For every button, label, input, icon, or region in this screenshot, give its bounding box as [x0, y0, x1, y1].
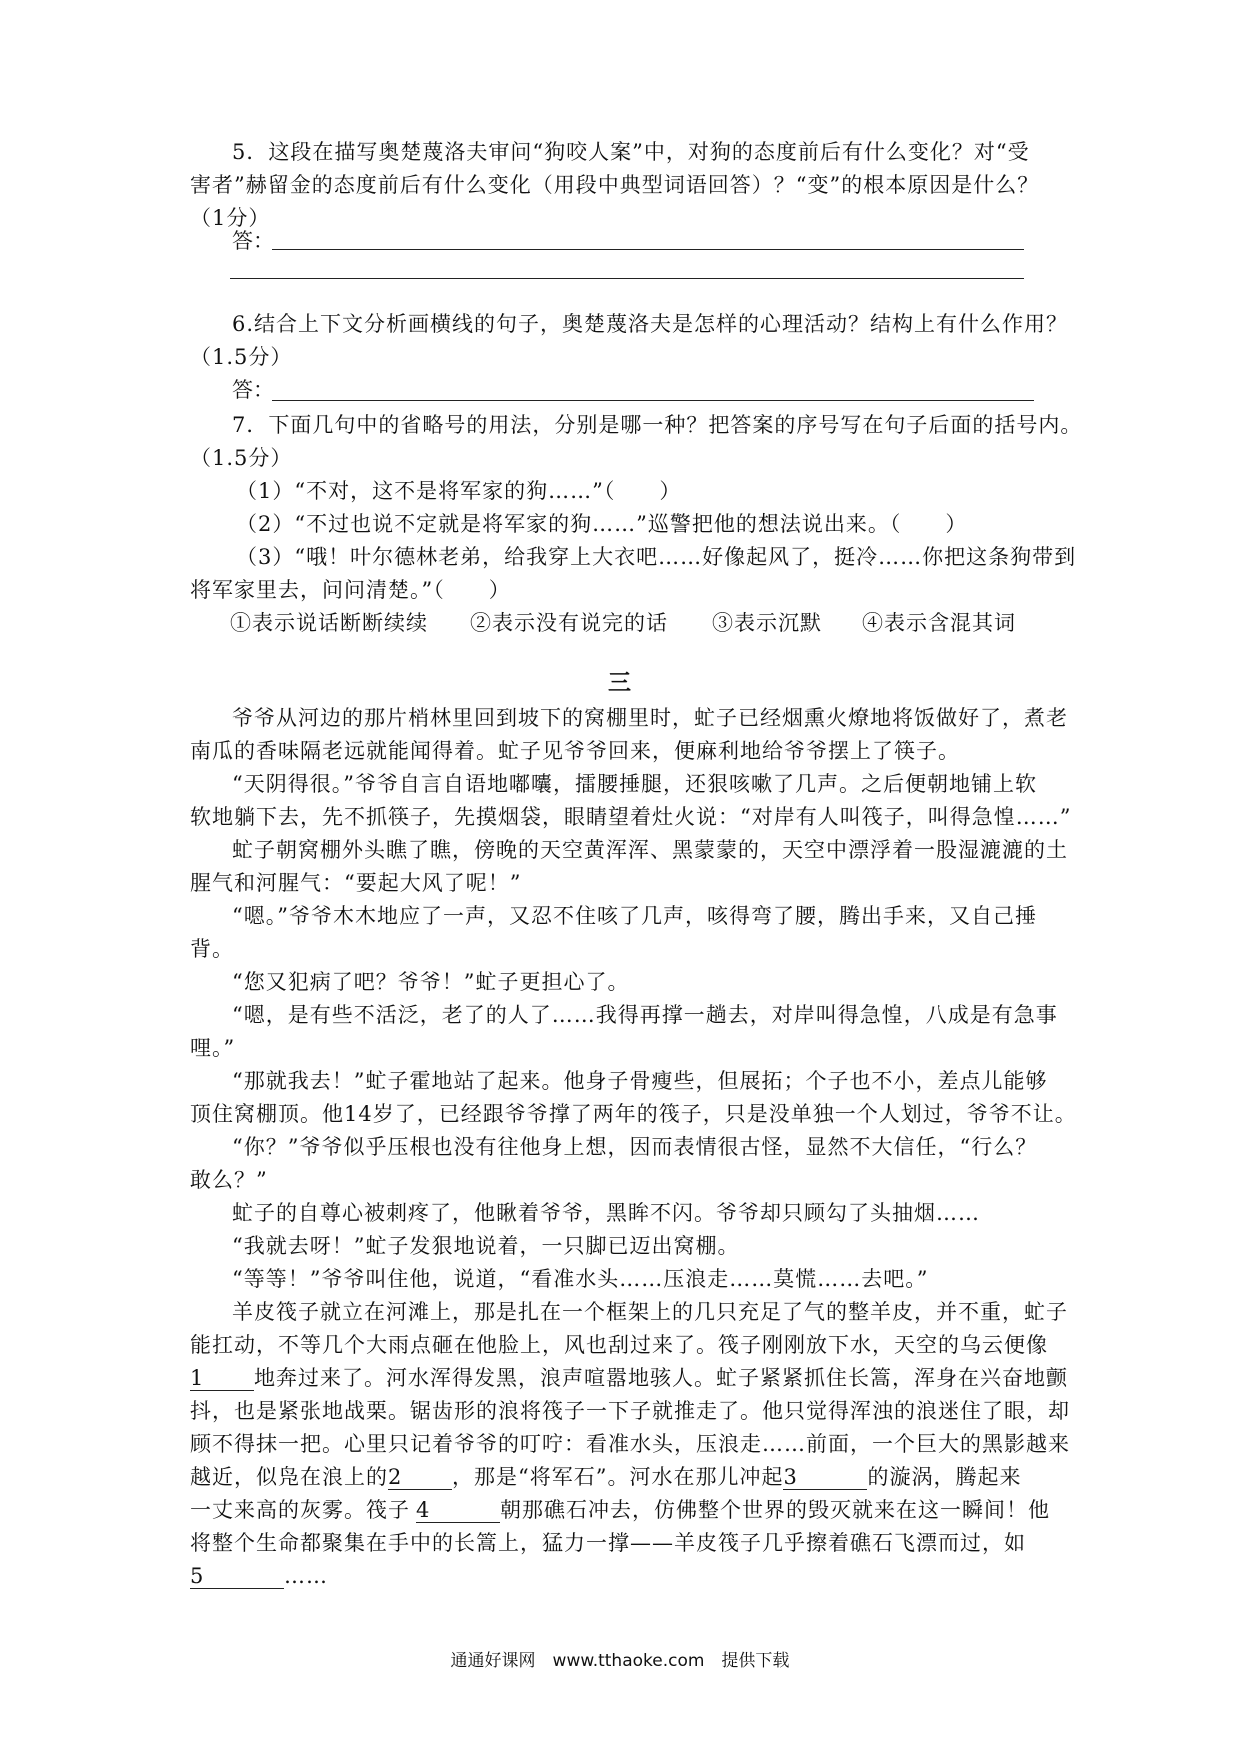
story-p6-a: “嗯，是有些不活泛，老了的人了……我得再撑一趟去，对岸叫得急惶，八成是有急事: [232, 1003, 1058, 1027]
story-p7-b: 顶住窝棚顶。他14岁了，已经跟爷爷撑了两年的筏子，只是没单独一个人划过，爷爷不让。: [190, 1102, 1077, 1126]
q7-sentence-2: （2）“不过也说不定就是将军家的狗……”巡警把他的想法说出来。（ ）: [236, 512, 968, 536]
story-p2-a: “天阴得很。”爷爷自言自语地嘟囔，擂腰捶腿，还狠咳嗽了几声。之后便朝地铺上软: [232, 772, 1037, 796]
q5-answer-line-2[interactable]: [230, 278, 1024, 279]
q7-line-1: 7．下面几句中的省略号的用法，分别是哪一种？把答案的序号写在句子后面的括号内。: [232, 413, 1083, 437]
q6-answer-line[interactable]: [272, 400, 1034, 401]
story-p8-b: 敢么？”: [190, 1168, 268, 1192]
story-p5: “您又犯病了吧？爷爷！”虻子更担心了。: [232, 970, 630, 994]
story-p12-g-post: 朝那礁石冲去，仿佛整个世界的毁灭就来在这一瞬间！他: [500, 1498, 1050, 1522]
q5-answer-label: 答：: [232, 229, 274, 253]
q5-line-1: 5．这段在描写奥楚蔑洛夫审问“狗咬人案”中，对狗的态度前后有什么变化？对“受: [232, 140, 1030, 164]
q5-answer-line-1[interactable]: [272, 249, 1024, 250]
story-p10: “我就去呀！”虻子发狠地说着，一只脚已迈出窝棚。: [232, 1234, 740, 1258]
story-p11: “等等！”爷爷叫住他，说道，“看准水头……压浪走……莫慌……去吧。”: [232, 1267, 929, 1291]
q5-line-3: （1分）: [190, 206, 271, 230]
story-p12-f-mid: ，那是“将军石”。河水在那儿冲起: [452, 1465, 784, 1489]
q7-option-1: ①表示说话断断续续: [230, 611, 428, 635]
story-p12-g-pre: 一丈来高的灰雾。筏子: [190, 1498, 410, 1522]
blank-1[interactable]: 1: [190, 1366, 254, 1391]
q6-line-2: （1.5分）: [190, 345, 293, 369]
q7-sentence-3b: 将军家里去，问问清楚。”（ ）: [190, 578, 511, 602]
story-p12-f-post: 的漩涡，腾起来: [867, 1465, 1022, 1489]
story-p12-b: 能扛动，不等几个大雨点砸在他脸上，风也刮过来了。筏子刚刚放下水，天空的乌云便像: [190, 1333, 1048, 1357]
story-p4-b: 背。: [190, 937, 234, 961]
story-p3-a: 虻子朝窝棚外头瞧了瞧，傍晚的天空黄浑浑、黑蒙蒙的，天空中漂浮着一股湿漉漉的土: [232, 838, 1068, 862]
story-p1-a: 爷爷从河边的那片梢林里回到坡下的窝棚里时，虻子已经烟熏火燎地将饭做好了，煮老: [232, 706, 1068, 730]
page-footer: 通通好课网 www.tthaoke.com 提供下载: [450, 1651, 790, 1671]
story-p12-g: [190, 1495, 1060, 1525]
story-p12-i: [190, 1561, 1060, 1591]
q6-line-1: 6.结合上下文分析画横线的句子，奥楚蔑洛夫是怎样的心理活动？结构上有什么作用？: [232, 312, 1069, 336]
q6-answer-label: 答：: [232, 378, 274, 402]
blank-2[interactable]: 2: [388, 1465, 452, 1490]
story-p9: 虻子的自尊心被刺疼了，他瞅着爷爷，黑眸不闪。爷爷却只顾勾了头抽烟……: [232, 1201, 980, 1225]
story-p4-a: “嗯。”爷爷木木地应了一声，又忍不住咳了几声，咳得弯了腰，腾出手来，又自己捶: [232, 904, 1037, 928]
story-p12-f: [190, 1462, 1060, 1492]
story-p1-b: 南瓜的香味隔老远就能闻得着。虻子见爷爷回来，便麻利地给爷爷摆上了筷子。: [190, 739, 960, 763]
story-p8-a: “你？”爷爷似乎压根也没有往他身上想，因而表情很古怪，显然不大信任，“行么？: [232, 1135, 1038, 1159]
story-p12-e: 顾不得抹一把。心里只记着爷爷的叮咛：看准水头，压浪走……前面，一个巨大的黑影越来: [190, 1432, 1070, 1456]
blank-4[interactable]: 4: [416, 1498, 500, 1523]
story-p12-a: 羊皮筏子就立在河滩上，那是扎在一个框架上的几只充足了气的整羊皮，并不重，虻子: [232, 1300, 1068, 1324]
q5-line-2: 害者”赫留金的态度前后有什么变化（用段中典型词语回答）？“变”的根本原因是什么？: [190, 173, 1040, 197]
section-heading: 三: [608, 669, 632, 696]
story-p7-a: “那就我去！”虻子霍地站了起来。他身子骨瘦些，但展拓；个子也不小，差点儿能够: [232, 1069, 1048, 1093]
blank-3[interactable]: 3: [783, 1465, 867, 1490]
story-p6-b: 哩。”: [190, 1036, 236, 1060]
q7-option-3: ③表示沉默: [712, 611, 822, 635]
q7-sentence-3a: （3）“哦！叶尔德林老弟，给我穿上大衣吧……好像起风了，挺冷……你把这条狗带到: [236, 545, 1077, 569]
story-p12-d: 抖，也是紧张地战栗。锯齿形的浪将筏子一下子就推走了。他只觉得浑浊的浪迷住了眼，却: [190, 1399, 1070, 1423]
story-p12-c-text: 地奔过来了。河水浑得发黑，浪声喧嚣地骇人。虻子紧紧抓住长篙，浑身在兴奋地颤: [254, 1366, 1068, 1390]
q7-option-2: ②表示没有说完的话: [470, 611, 668, 635]
q7-line-2: （1.5分）: [190, 446, 293, 470]
story-p12-f-pre: 越近，似凫在浪上的: [190, 1465, 388, 1489]
story-p12-c: [190, 1363, 1068, 1393]
q7-sentence-1: （1）“不对，这不是将军家的狗……”（ ）: [236, 479, 682, 503]
story-p12-h: 将整个生命都聚集在手中的长篙上，猛力一撑——羊皮筏子几乎擦着礁石飞漂而过，如: [190, 1531, 1026, 1555]
blank-5[interactable]: 5: [190, 1564, 284, 1589]
story-p12-i-post: ……: [284, 1564, 328, 1588]
q7-option-4: ④表示含混其词: [862, 611, 1016, 635]
story-p2-b: 软地躺下去，先不抓筷子，先摸烟袋，眼睛望着灶火说：“对岸有人叫筏子，叫得急惶……”: [190, 805, 1072, 829]
story-p3-b: 腥气和河腥气：“要起大风了呢！”: [190, 871, 522, 895]
